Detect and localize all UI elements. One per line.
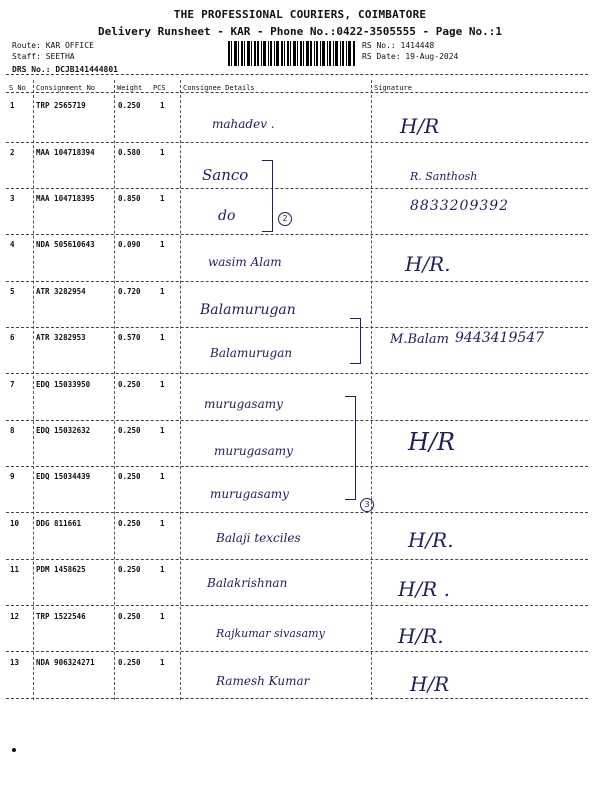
row-consignee: Rajkumar sivasamy: [216, 627, 325, 640]
row-weight: 0.250: [118, 101, 141, 110]
route-info: [12, 40, 118, 75]
row-weight: 0.580: [118, 148, 141, 157]
company-title: THE PROFESSIONAL COURIERS, COIMBATORE: [173, 8, 427, 21]
row-signature: H/R: [408, 428, 456, 456]
column-divider: [33, 80, 34, 700]
rs-number: RS No.: 1414448: [362, 41, 435, 50]
drs-number: DRS No.: DCJB141444801: [12, 65, 118, 74]
row-consignment: MAA 104718395: [36, 194, 95, 203]
row-divider: [6, 142, 588, 143]
row-consignment: PDM 1458625: [36, 565, 86, 574]
row-consignment: TRP 2565719: [36, 101, 86, 110]
row-pcs: 1: [160, 612, 165, 621]
col-header-consignee: Consignee Details: [183, 84, 255, 92]
row-pcs: 1: [160, 148, 165, 157]
row-weight: 0.250: [118, 472, 141, 481]
row-pcs: 1: [160, 565, 165, 574]
row-weight: 0.850: [118, 194, 141, 203]
row-consignee: Balakrishnan: [207, 576, 288, 590]
grouping-bracket: [350, 318, 361, 364]
rs-date: RS Date: 19-Aug-2024: [362, 52, 459, 61]
row-weight: 0.250: [118, 658, 141, 667]
row-pcs: 1: [160, 240, 165, 249]
row-consignee: Balamurugan: [200, 302, 296, 318]
ink-dot: [12, 748, 16, 752]
divider: [6, 92, 588, 93]
row-consignment: DDG 811661: [36, 519, 82, 528]
row-divider: [6, 188, 588, 189]
row-consignee: Balaji texciles: [216, 531, 301, 545]
row-signature: H/R.: [398, 624, 444, 648]
row-signature: 8833209392: [410, 198, 510, 214]
row-sno: 9: [10, 472, 15, 481]
row-weight: 0.090: [118, 240, 141, 249]
row-weight: 0.250: [118, 380, 141, 389]
row-divider: [6, 466, 588, 467]
row-consignment: NDA 906324271: [36, 658, 95, 667]
row-pcs: 1: [160, 472, 165, 481]
row-consignment: EDQ 15033950: [36, 380, 91, 389]
row-signature: H/R .: [398, 577, 450, 601]
row-divider: [6, 512, 588, 513]
row-consignment: EDQ 15034439: [36, 472, 91, 481]
row-pcs: 1: [160, 519, 165, 528]
row-consignee: wasim Alam: [208, 255, 282, 269]
row-weight: 0.570: [118, 333, 141, 342]
row-sno: 12: [10, 612, 20, 621]
rs-info: [362, 40, 458, 62]
row-consignee: mahadev .: [212, 117, 275, 131]
row-divider: [6, 651, 588, 652]
row-pcs: 1: [160, 658, 165, 667]
row-pcs: 1: [160, 426, 165, 435]
row-consignee: Balamurugan: [210, 346, 293, 360]
row-consignee: murugasamy: [204, 397, 283, 411]
row-consignee: do: [218, 208, 236, 224]
column-divider: [371, 80, 372, 700]
row-sno: 6: [10, 333, 15, 342]
row-divider: [6, 698, 588, 699]
row-consignment: EDQ 15032632: [36, 426, 91, 435]
row-consignment: MAA 104718394: [36, 148, 95, 157]
row-weight: 0.250: [118, 426, 141, 435]
row-sno: 10: [10, 519, 20, 528]
row-signature: H/R: [410, 672, 450, 696]
row-consignment: ATR 3282953: [36, 333, 86, 342]
row-weight: 0.720: [118, 287, 141, 296]
row-signature: H/R.: [408, 528, 454, 552]
row-sno: 2: [10, 148, 15, 157]
row-consignment: NDA 505610643: [36, 240, 95, 249]
row-consignee: Ramesh Kumar: [216, 674, 310, 688]
row-sno: 8: [10, 426, 15, 435]
row-weight: 0.250: [118, 565, 141, 574]
row-divider: [6, 327, 588, 328]
row-consignee: Sanco: [202, 166, 249, 184]
row-sno: 13: [10, 658, 20, 667]
column-divider: [114, 80, 115, 700]
runsheet-title: Delivery Runsheet - KAR - Phone No.:0422-3505555 - Page No.:1: [98, 25, 502, 38]
grouping-bracket: [345, 396, 356, 500]
row-divider: [6, 234, 588, 235]
row-divider: [6, 559, 588, 560]
col-header-pcs: PCS: [153, 84, 166, 92]
col-header-sno: S No: [9, 84, 26, 92]
row-sno: 4: [10, 240, 15, 249]
row-signature: H/R.: [405, 252, 451, 276]
row-signature: 9443419547: [455, 330, 545, 346]
row-consignment: ATR 3282954: [36, 287, 86, 296]
row-consignee: murugasamy: [214, 444, 293, 458]
grouping-bracket: [262, 160, 273, 232]
row-divider: [6, 420, 588, 421]
route: Route: KAR OFFICE: [12, 41, 94, 50]
group-count-badge: 2: [278, 212, 292, 226]
row-divider: [6, 605, 588, 606]
row-weight: 0.250: [118, 612, 141, 621]
row-sno: 11: [10, 565, 20, 574]
row-consignee: murugasamy: [210, 487, 289, 501]
row-divider: [6, 373, 588, 374]
divider: [6, 74, 588, 75]
row-sno: 3: [10, 194, 15, 203]
row-pcs: 1: [160, 380, 165, 389]
row-pcs: 1: [160, 333, 165, 342]
row-signature: H/R: [400, 114, 440, 138]
row-weight: 0.250: [118, 519, 141, 528]
row-pcs: 1: [160, 101, 165, 110]
row-pcs: 1: [160, 194, 165, 203]
staff: Staff: SEETHA: [12, 52, 75, 61]
row-sno: 1: [10, 101, 15, 110]
row-signature: R. Santhosh: [410, 170, 478, 183]
col-header-signature: Signature: [374, 84, 412, 92]
col-header-consignment: Consignment No: [36, 84, 96, 92]
row-pcs: 1: [160, 287, 165, 296]
column-divider: [180, 80, 181, 700]
group-count-badge: 3: [360, 498, 374, 512]
col-header-weight: Weight: [117, 84, 143, 92]
signature-scribble: M.Balam: [390, 332, 449, 347]
row-consignment: TRP 1522546: [36, 612, 86, 621]
barcode-image: [228, 41, 356, 66]
row-sno: 7: [10, 380, 15, 389]
row-divider: [6, 281, 588, 282]
row-sno: 5: [10, 287, 15, 296]
